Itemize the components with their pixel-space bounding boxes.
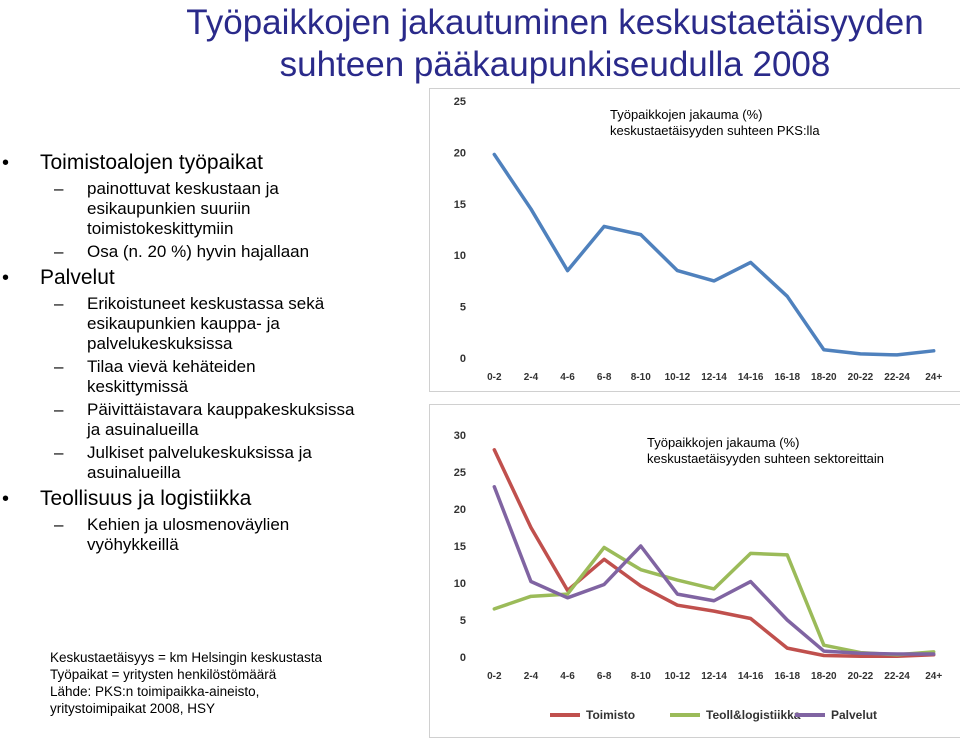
x-tick-label: 12-14: [701, 671, 727, 682]
chart-title: [610, 107, 820, 139]
x-tick-label: 18-20: [811, 671, 837, 682]
y-tick-label: 20: [453, 504, 466, 516]
bullet-label: Toimistoalojen työpaikat: [40, 151, 263, 174]
series-line: [494, 487, 933, 654]
x-tick-label: 6-8: [596, 372, 612, 383]
y-tick-label: 20: [453, 147, 466, 160]
x-tick-label: 22-24: [884, 372, 910, 383]
series-line: [494, 450, 933, 656]
bullet-office: [0, 150, 420, 176]
sub-bullet: [0, 443, 357, 483]
chart-title-line-2: keskustaetäisyyden suhteen sektoreittain: [647, 451, 885, 466]
sub-bullet: [0, 294, 357, 354]
bullet-industry: [0, 486, 420, 512]
sub-bullet-text: Päivittäistavara kauppakeskuksissa ja asuinalueilla: [87, 400, 355, 439]
y-tick-label: 5: [459, 615, 466, 627]
sub-bullet-text: Julkiset palvelukeskuksissa ja asuinalueilla: [87, 443, 312, 482]
x-tick-label: 20-22: [847, 372, 874, 383]
dash-icon: –: [54, 179, 64, 198]
dash-icon: –: [54, 443, 64, 462]
y-tick-label: 15: [453, 541, 466, 553]
legend-label: Toimisto: [586, 708, 636, 722]
sub-bullet-text: Kehien ja ulosmenoväylien vyöhykkeillä: [87, 515, 290, 554]
x-tick-label: 20-22: [847, 671, 874, 682]
x-tick-label: 4-6: [560, 671, 575, 682]
y-tick-label: 25: [453, 467, 466, 479]
x-tick-label: 2-4: [523, 372, 539, 383]
bullet-dot-icon: •: [2, 488, 10, 510]
dash-icon: –: [54, 242, 64, 261]
series-line: [494, 154, 933, 354]
y-tick-label: 10: [453, 578, 466, 590]
bullet-dot-icon: •: [2, 267, 10, 289]
footnote-line: yritystoimipaikat 2008, HSY: [50, 701, 216, 716]
bullet-dot-icon: •: [2, 152, 10, 174]
x-tick-label: 10-12: [664, 671, 691, 682]
sub-bullet: [0, 179, 357, 239]
sub-bullet: [0, 515, 357, 555]
x-tick-label: 12-14: [701, 372, 727, 383]
x-tick-label: 16-18: [774, 372, 801, 383]
footnote-line: Keskustaetäisyys = km Helsingin keskustasta: [50, 650, 322, 665]
x-tick-label: 8-10: [630, 372, 651, 383]
y-tick-label: 5: [459, 301, 466, 314]
x-tick-label: 22-24: [884, 671, 910, 682]
dash-icon: –: [54, 400, 64, 419]
slide-title-line-2: suhteen pääkaupunkiseudulla 2008: [279, 45, 831, 84]
chart-title-line-2: keskustaetäisyyden suhteen PKS:lla: [610, 123, 820, 138]
sub-bullet-text: Osa (n. 20 %) hyvin hajallaan: [87, 242, 310, 261]
x-tick-label: 6-8: [596, 671, 612, 682]
chart-title-line-1: Työpaikkojen jakauma (%): [647, 435, 800, 450]
y-tick-label: 15: [453, 198, 466, 211]
x-tick-label: 14-16: [737, 671, 764, 682]
x-tick-label: 14-16: [737, 372, 764, 383]
x-tick-label: 0-2: [487, 671, 502, 682]
dash-icon: –: [54, 294, 64, 313]
x-tick-label: 10-12: [664, 372, 691, 383]
x-tick-label: 2-4: [523, 671, 539, 682]
sub-bullet-text: painottuvat keskustaan ja esikaupunkien suuriin toimistokeskittymiin: [87, 179, 279, 238]
y-tick-label: 30: [453, 430, 466, 442]
sub-bullet: [0, 400, 357, 440]
footnote-line: Lähde: PKS:n toimipaikka-aineisto,: [50, 684, 260, 699]
slide-title-line-1: Työpaikkojen jakautuminen keskustaetäisyyden: [186, 3, 924, 42]
legend-label: Teoll&logistiikka: [706, 708, 801, 722]
y-tick-label: 0: [459, 652, 466, 664]
footnotes: [50, 649, 322, 717]
bullet-services: [0, 265, 420, 291]
sub-bullet-text: Erikoistuneet keskustassa sekä esikaupunkien kauppa- ja palvelukeskuksissa: [87, 294, 325, 353]
footnote-line: Työpaikat = yritysten henkilöstömäärä: [50, 667, 277, 682]
x-tick-label: 18-20: [811, 372, 837, 383]
chart-distance-total: [429, 88, 960, 392]
dash-icon: –: [54, 515, 64, 534]
y-tick-label: 10: [453, 250, 466, 263]
x-tick-label: 4-6: [560, 372, 575, 383]
bullet-label: Teollisuus ja logistiikka: [40, 487, 252, 510]
x-tick-label: 24+: [925, 671, 943, 682]
x-tick-label: 16-18: [774, 671, 801, 682]
y-tick-label: 0: [459, 353, 466, 365]
slide-title: [150, 2, 960, 86]
x-tick-label: 24+: [925, 372, 943, 383]
chart-distance-sectors: [429, 404, 960, 738]
chart-title-line-1: Työpaikkojen jakauma (%): [610, 107, 763, 122]
dash-icon: –: [54, 357, 64, 376]
sub-bullet: [0, 357, 357, 397]
legend-label: Palvelut: [831, 708, 878, 722]
chart-title: [647, 435, 884, 467]
y-tick-label: 25: [453, 96, 466, 108]
sub-bullet: [0, 242, 357, 262]
x-tick-label: 8-10: [630, 671, 651, 682]
bullet-list: [0, 148, 420, 558]
x-tick-label: 0-2: [487, 372, 502, 383]
sub-bullet-text: Tilaa vievä kehäteiden keskittymissä: [87, 357, 256, 396]
bullet-label: Palvelut: [40, 266, 115, 289]
